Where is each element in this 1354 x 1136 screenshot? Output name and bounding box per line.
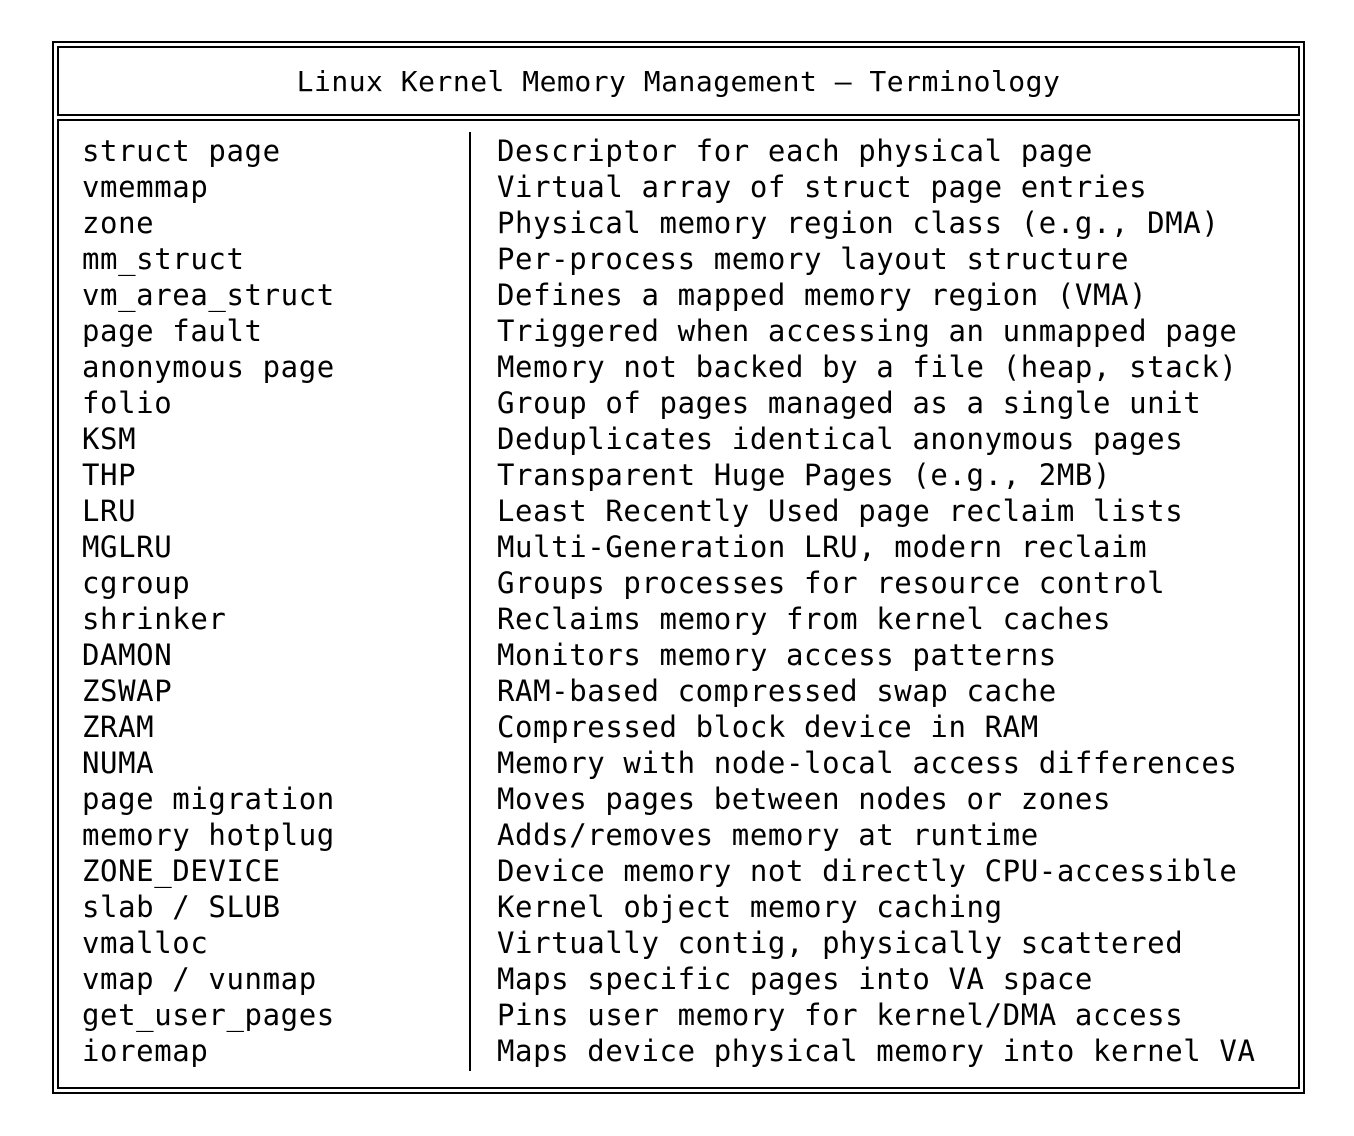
table-row — [0, 241, 1354, 277]
term-cell: ZONE_DEVICE — [82, 854, 281, 888]
description-cell: Kernel object memory caching — [497, 890, 1003, 924]
description-cell: Compressed block device in RAM — [497, 710, 1039, 744]
term-cell: vmap / vunmap — [82, 962, 317, 996]
description-cell: Triggered when accessing an unmapped page — [497, 314, 1238, 348]
term-cell: cgroup — [82, 566, 191, 600]
description-cell: Maps device physical memory into kernel VA — [497, 1034, 1256, 1068]
term-cell: ZSWAP — [82, 674, 173, 708]
table-row — [0, 169, 1354, 205]
term-cell: struct page — [82, 134, 281, 168]
term-cell: memory hotplug — [82, 818, 335, 852]
term-cell: anonymous page — [82, 350, 335, 384]
description-cell: Multi-Generation LRU, modern reclaim — [497, 530, 1148, 564]
table-row — [0, 745, 1354, 781]
description-cell: Defines a mapped memory region (VMA) — [497, 278, 1148, 312]
description-cell: Groups processes for resource control — [497, 566, 1166, 600]
table-row — [0, 277, 1354, 313]
table-row — [0, 205, 1354, 241]
terminology-list — [0, 133, 1354, 1069]
table-row — [0, 601, 1354, 637]
description-cell: Pins user memory for kernel/DMA access — [497, 998, 1184, 1032]
table-row — [0, 133, 1354, 169]
table-row — [0, 565, 1354, 601]
table-row — [0, 709, 1354, 745]
term-cell: slab / SLUB — [82, 890, 281, 924]
description-cell: Per-process memory layout structure — [497, 242, 1130, 276]
description-cell: Deduplicates identical anonymous pages — [497, 422, 1184, 456]
table-row — [0, 313, 1354, 349]
table-row — [0, 349, 1354, 385]
description-cell: Monitors memory access patterns — [497, 638, 1057, 672]
description-cell: Device memory not directly CPU-accessible — [497, 854, 1238, 888]
table-row — [0, 889, 1354, 925]
term-cell: page fault — [82, 314, 263, 348]
table-row — [0, 529, 1354, 565]
table-row — [0, 997, 1354, 1033]
table-row — [0, 853, 1354, 889]
term-cell: vm_area_struct — [82, 278, 335, 312]
table-row — [0, 961, 1354, 997]
description-cell: Reclaims memory from kernel caches — [497, 602, 1112, 636]
table-row — [0, 385, 1354, 421]
table-row — [0, 1033, 1354, 1069]
term-cell: THP — [82, 458, 137, 492]
term-cell: folio — [82, 386, 173, 420]
description-cell: Virtually contig, physically scattered — [497, 926, 1184, 960]
table-row — [0, 493, 1354, 529]
term-cell: get_user_pages — [82, 998, 335, 1032]
description-cell: Descriptor for each physical page — [497, 134, 1093, 168]
description-cell: Physical memory region class (e.g., DMA) — [497, 206, 1220, 240]
table-row — [0, 673, 1354, 709]
description-cell: Least Recently Used page reclaim lists — [497, 494, 1184, 528]
term-cell: zone — [82, 206, 155, 240]
term-cell: ioremap — [82, 1034, 209, 1068]
title-box — [57, 46, 1300, 116]
table-row — [0, 925, 1354, 961]
page-title: Linux Kernel Memory Management – Terminology — [296, 65, 1061, 98]
term-cell: page migration — [82, 782, 335, 816]
description-cell: Memory not backed by a file (heap, stack) — [497, 350, 1238, 384]
description-cell: Adds/removes memory at runtime — [497, 818, 1039, 852]
term-cell: LRU — [82, 494, 137, 528]
term-cell: DAMON — [82, 638, 173, 672]
table-row — [0, 817, 1354, 853]
term-cell: ZRAM — [82, 710, 155, 744]
description-cell: Moves pages between nodes or zones — [497, 782, 1112, 816]
table-row — [0, 421, 1354, 457]
description-cell: Virtual array of struct page entries — [497, 170, 1148, 204]
description-cell: Maps specific pages into VA space — [497, 962, 1093, 996]
table-row — [0, 781, 1354, 817]
term-cell: vmalloc — [82, 926, 209, 960]
description-cell: RAM-based compressed swap cache — [497, 674, 1057, 708]
description-cell: Memory with node-local access differences — [497, 746, 1238, 780]
term-cell: mm_struct — [82, 242, 245, 276]
term-cell: MGLRU — [82, 530, 173, 564]
term-cell: shrinker — [82, 602, 227, 636]
table-row — [0, 637, 1354, 673]
description-cell: Group of pages managed as a single unit — [497, 386, 1202, 420]
table-row — [0, 457, 1354, 493]
term-cell: NUMA — [82, 746, 155, 780]
description-cell: Transparent Huge Pages (e.g., 2MB) — [497, 458, 1112, 492]
term-cell: KSM — [82, 422, 137, 456]
term-cell: vmemmap — [82, 170, 209, 204]
